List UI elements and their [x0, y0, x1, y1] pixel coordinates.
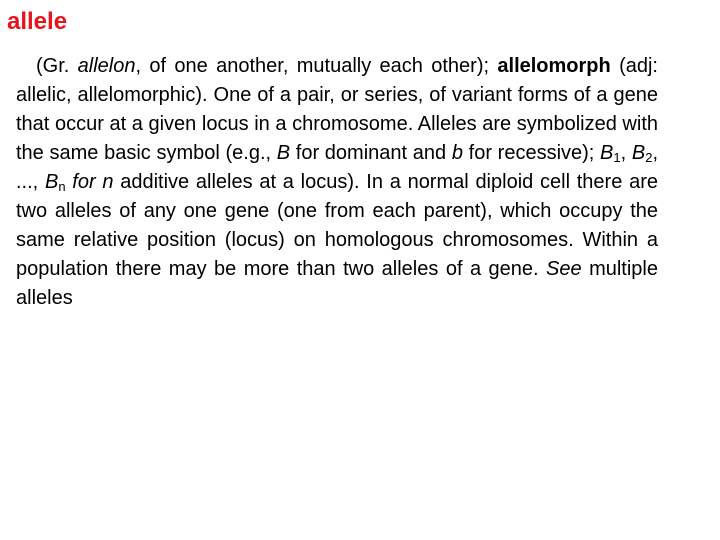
definition-paragraph: [16, 52, 658, 313]
see-reference: See: [546, 258, 582, 280]
symbol-b2: B: [631, 142, 646, 164]
symbol-bn: B: [44, 171, 59, 193]
text-for-n: for n: [65, 171, 114, 193]
subscript-1: 1: [613, 150, 621, 165]
text-for-recessive: for recessive);: [462, 142, 601, 164]
symbol-dominant: B: [276, 142, 291, 164]
etymology-word: allelon: [77, 55, 136, 77]
term-title: allele: [7, 8, 68, 35]
additive-text: additive alleles at a locus). In a normal diploid cell there are two alleles of any one gene (one from each parent), which occupy the same relative position (locus) on homologous chromosomes. Within a population there may be more than two alleles of a gene.: [16, 171, 658, 280]
synonym-term: allelomorph: [497, 55, 611, 77]
subscript-2: 2: [645, 150, 653, 165]
separator-ellipsis: , ...,: [16, 142, 659, 193]
text-for-dominant: for dominant and: [290, 142, 452, 164]
symbol-b1: B: [600, 142, 614, 164]
etymology-open: (Gr.: [36, 55, 78, 77]
see-target: multiple alleles: [16, 258, 658, 309]
etymology-gloss: , of one another, mutually each other);: [135, 55, 498, 77]
subscript-n: n: [58, 179, 66, 194]
definition-text: (adj: allelic, allelomorphic). One of a pair, or series, of variant forms of a gene that occur at a given locus in a chromosome. Alleles are symbolized with the same basic symbol (e.g.,: [16, 55, 658, 164]
separator-comma: ,: [620, 142, 632, 164]
symbol-recessive: b: [451, 142, 463, 164]
